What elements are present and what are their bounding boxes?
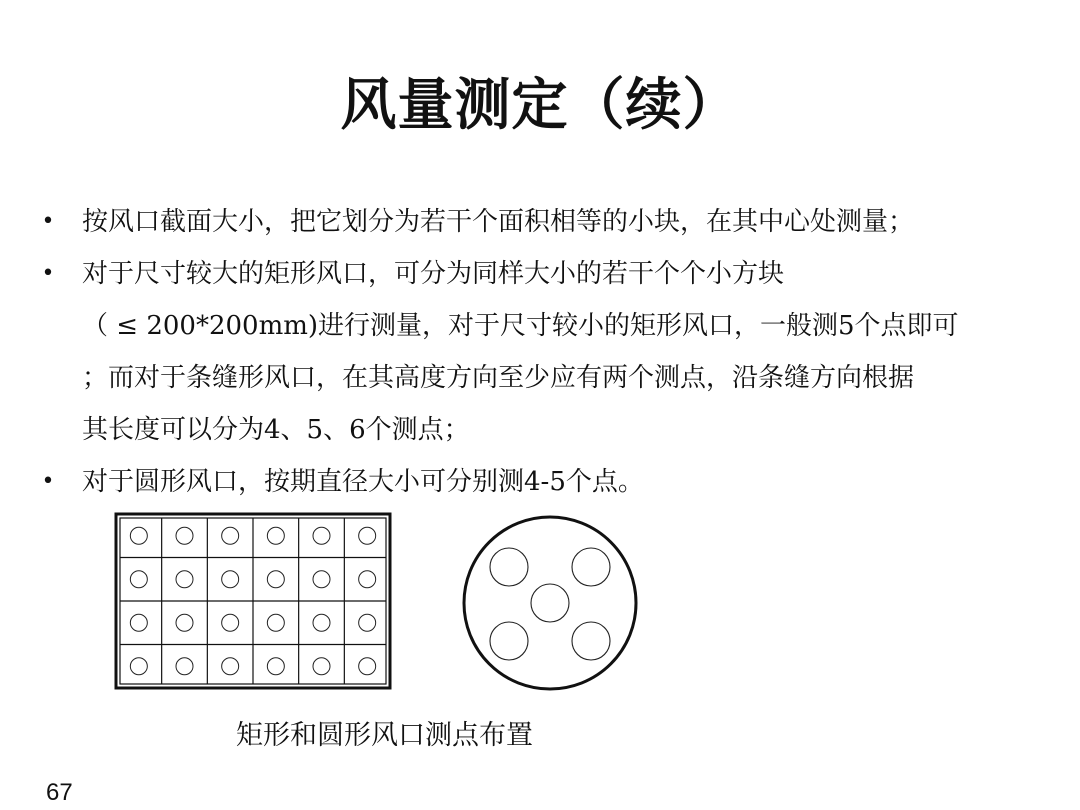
bullet-1-line-1: 按风口截面大小，把它划分为若干个面积相等的小块，在其中心处测量； [82,207,915,237]
rect-measure-point [176,571,193,588]
bullet-dot-icon: • [41,469,55,494]
measurement-diagram [112,510,652,700]
bullet-2-line-3: ；而对于条缝形风口，在其高度方向至少应有两个测点，沿条缝方向根据 [82,363,915,393]
rectangular-outlet-diagram [116,514,390,688]
rect-measure-point [176,527,193,544]
page-number: 67 [46,779,73,806]
rect-measure-point [222,658,239,675]
bullet-dot-icon: • [41,261,55,286]
circular-outlet-frame [464,517,636,689]
rect-measure-point [359,571,376,588]
rect-measure-point [359,527,376,544]
bullet-item-2 [38,248,1058,456]
circular-outlet-diagram [464,517,636,689]
circle-measure-point [490,548,528,586]
rect-measure-point [359,614,376,631]
rect-measure-point [130,614,147,631]
slide-title: 风量测定（续） [340,73,740,138]
rect-measure-point [313,614,330,631]
rect-measure-point [130,571,147,588]
rect-measure-point [359,658,376,675]
bullet-dot-icon: • [41,209,55,234]
bullet-item-3 [38,456,1058,508]
rect-measure-point [267,527,284,544]
circle-measure-point [572,622,610,660]
rect-measure-point [313,658,330,675]
bullet-list [38,196,1058,508]
rect-measure-point [313,527,330,544]
bullet-3-line-1: 对于圆形风口，按期直径大小可分别测4-5个点。 [82,467,644,497]
rect-measure-point [313,571,330,588]
circle-measure-point [490,622,528,660]
bullet-2-line-4: 其长度可以分为4、5、6个测点； [82,415,470,445]
rect-measure-point [222,571,239,588]
rect-measure-point [176,614,193,631]
bullet-2-line-2: （ ≤ 200*200mm)进行测量，对于尺寸较小的矩形风口，一般测5个点即可 [82,311,959,341]
rect-measure-point [267,571,284,588]
figure-caption: 矩形和圆形风口测点布置 [236,720,533,751]
rect-measure-point [222,614,239,631]
rect-measure-point [267,658,284,675]
rect-measure-point [130,658,147,675]
rect-measure-point [267,614,284,631]
rect-measure-point [130,527,147,544]
measurement-point-figure [112,510,652,704]
bullet-2-line-1: 对于尺寸较大的矩形风口，可分为同样大小的若干个个小方块 [82,259,785,289]
circle-measure-point [531,584,569,622]
circle-measure-point [572,548,610,586]
bullet-item-1 [38,196,1058,248]
rect-measure-point [176,658,193,675]
rect-measure-point [222,527,239,544]
